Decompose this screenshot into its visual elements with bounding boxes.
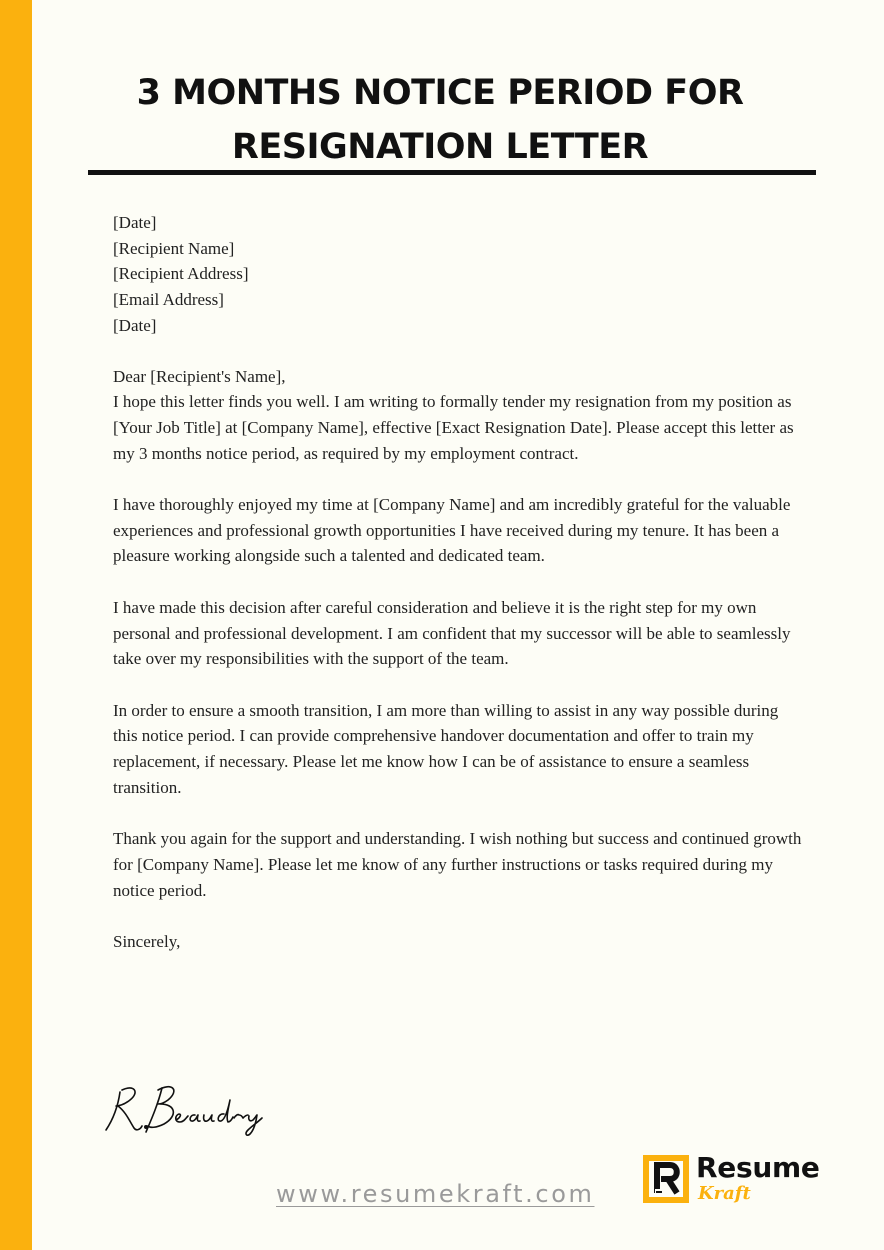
website-url: www.resumekraft.com: [276, 1180, 595, 1208]
handwritten-signature: [100, 1078, 270, 1140]
salutation: Dear [Recipient's Name],: [113, 366, 286, 386]
paragraph-5: Thank you again for the support and understanding. I wish nothing but success and continued growth for [Company Name]. Please let me know of any further instructions or tasks required during my notice period.: [113, 829, 802, 900]
recipient-block: [113, 236, 803, 339]
recipient-date: [Date]: [113, 315, 157, 335]
title-divider: [88, 170, 816, 175]
brand-logo: [643, 1153, 833, 1209]
paragraph-4: In order to ensure a smooth transition, I am more than willing to assist in any way possible during this notice period. I can provide comprehensive handover documentation and offer to train my replacement, if necessary. Please let me know how I can be of assistance to ensure a seamless transition.: [113, 700, 779, 797]
letter-date: [Date]: [113, 213, 157, 232]
logo-wordmark: Resume: [696, 1151, 820, 1184]
recipient-name: [Recipient Name]: [113, 238, 235, 258]
paragraph-2: I have thoroughly enjoyed my time at [Company Name] and am incredibly grateful for the valuable experiences and professional growth opportunities I have received during my tenure. It has been a pleasure working alongside such a talented and dedicated team.: [113, 495, 791, 566]
letter-body: [113, 210, 803, 955]
paragraph-1: I hope this letter finds you well. I am writing to formally tender my resignation from my position as [Your Job Title] at [Company Name], effective [Exact Resignation Date]. Please accept this letter as my 3 months notice period, as required by my employment contract.: [113, 392, 794, 463]
resumekraft-logo-icon: [643, 1155, 689, 1203]
paragraph-3: I have made this decision after careful consideration and believe it is the right step for my own personal and professional development. I am confident that my successor will be able to seamlessly take over my responsibilities with the support of the team.: [113, 597, 791, 669]
title-line-2: RESIGNATION LETTER: [231, 127, 649, 167]
left-accent-bar: [0, 0, 32, 1250]
document-title: [90, 66, 790, 174]
recipient-email: [Email Address]: [113, 290, 224, 310]
logo-subtitle: Kraft: [698, 1183, 751, 1204]
closing: Sincerely,: [113, 931, 181, 951]
recipient-address: [Recipient Address]: [113, 264, 249, 284]
title-line-1: 3 MONTHS NOTICE PERIOD FOR: [136, 73, 744, 113]
